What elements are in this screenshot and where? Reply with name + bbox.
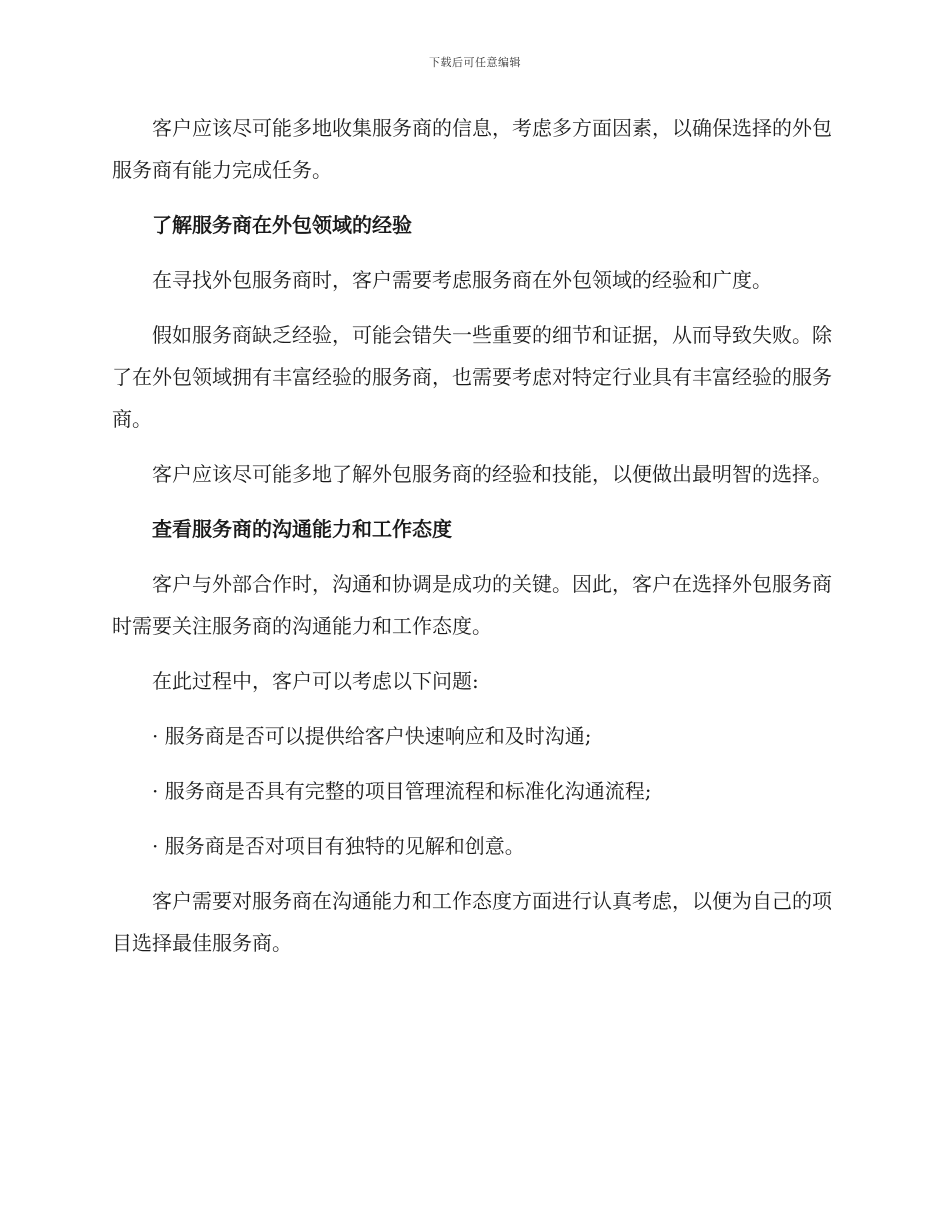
bullet-item: · 服务商是否对项目有独特的见解和创意。: [152, 834, 525, 858]
section-heading: 了解服务商在外包领域的经验: [152, 213, 412, 237]
paragraph: 客户需要对服务商在沟通能力和工作态度方面进行认真考虑，以便为自己的项目选择最佳服务商。: [112, 889, 832, 955]
bullet-item: · 服务商是否具有完整的项目管理流程和标准化沟通流程;: [152, 779, 652, 803]
paragraph: 假如服务商缺乏经验，可能会错失一些重要的细节和证据，从而导致失败。除了在外包领域拥有丰富经验的服务商，也需要考虑对特定行业具有丰富经验的服务商。: [112, 323, 832, 431]
paragraph: 客户与外部合作时，沟通和协调是成功的关键。因此，客户在选择外包服务商时需要关注服务商的沟通能力和工作态度。: [112, 572, 832, 638]
bullet-item: · 服务商是否可以提供给客户快速响应和及时沟通;: [152, 724, 592, 748]
paragraph: 客户应该尽可能多地了解外包服务商的经验和技能，以便做出最明智的选择。: [152, 462, 832, 486]
page-header: 下载后可任意编辑: [429, 56, 521, 69]
paragraph: 客户应该尽可能多地收集服务商的信息，考虑多方面因素，以确保选择的外包服务商有能力完成任务。: [112, 116, 832, 182]
document-body: [112, 107, 832, 977]
paragraph: 在寻找外包服务商时，客户需要考虑服务商在外包领域的经验和广度。: [152, 268, 772, 292]
section-heading: 查看服务商的沟通能力和工作态度: [152, 517, 452, 541]
paragraph: 在此过程中，客户可以考虑以下问题:: [152, 669, 479, 693]
